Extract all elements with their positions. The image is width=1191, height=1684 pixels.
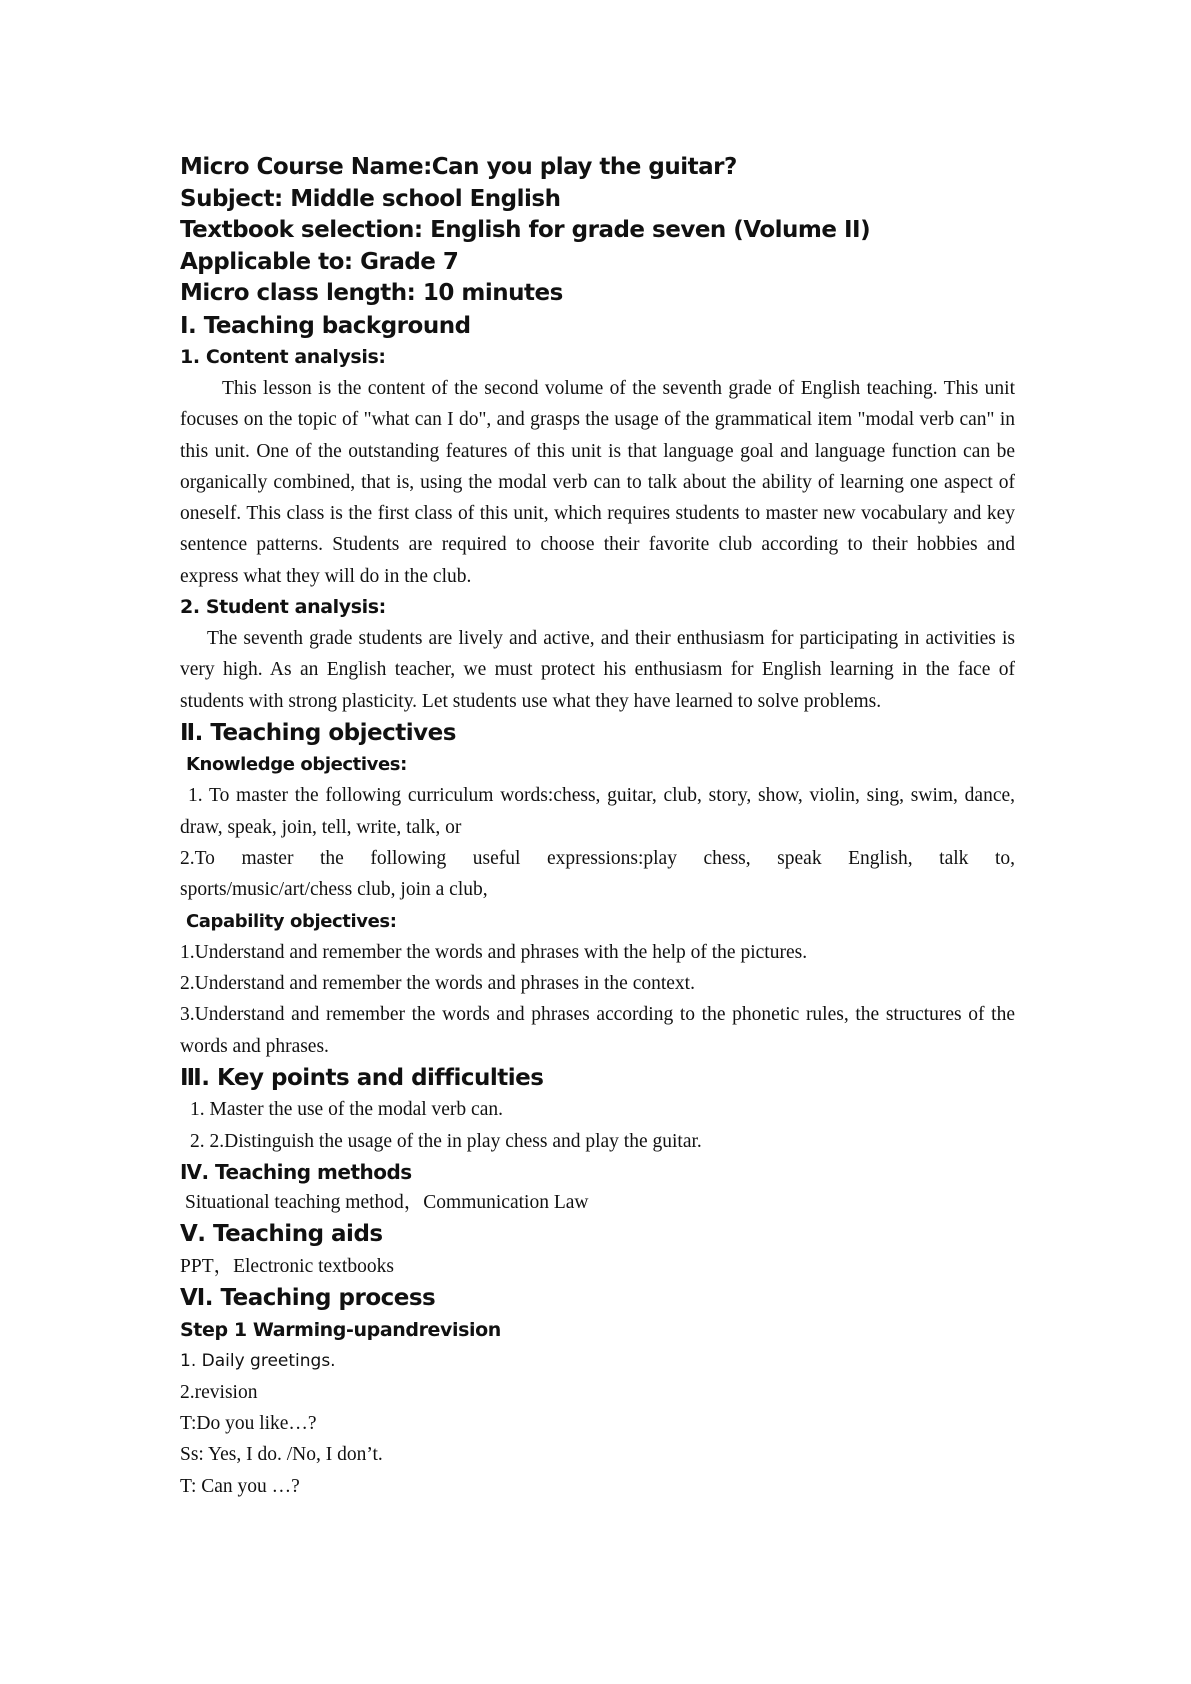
teaching-aids-text: PPT，Electronic textbooks bbox=[180, 1255, 394, 1277]
process-line-3: T:Do you like…? bbox=[180, 1413, 317, 1435]
knowledge-objective-1: 1. To master the following curriculum words:chess, guitar, club, story, show, violin, sing, swim, dance, draw, speak, join, tell, write, talk, or bbox=[180, 785, 1015, 838]
student-analysis-text: The seventh grade students are lively and active, and their enthusiasm for participating in activities is very high. As an English teacher, we must protect his enthusiasm for English learning in the face of students with strong plasticity. Let students use what they have learned to solve problems. bbox=[180, 628, 1015, 712]
content-analysis-text: This lesson is the content of the second volume of the seventh grade of English teaching. This unit focuses on the topic of "what can I do", and grasps the usage of the grammatical item "modal verb can" in this unit. One of the outstanding features of this unit is that language goal and language function can be organically combined, that is, using the modal verb can to talk about the ability of learning one aspect of oneself. This class is the first class of this unit, which requires students to master new vocabulary and key sentence patterns. Students are required to choose their favorite club according to their hobbies and express what they will do in the club. bbox=[180, 378, 1015, 587]
course-name: Micro Course Name:Can you play the guitar? bbox=[180, 154, 737, 180]
section-teaching-background: Ⅰ. Teaching background bbox=[180, 312, 471, 339]
capability-objective-2: 2.Understand and remember the words and phrases in the context. bbox=[180, 972, 695, 994]
key-point-2: 2. 2.Distinguish the usage of the in play chess and play the guitar. bbox=[190, 1130, 702, 1152]
section-teaching-objectives: Ⅱ. Teaching objectives bbox=[180, 719, 456, 746]
section-teaching-methods: Ⅳ. Teaching methods bbox=[180, 1159, 412, 1184]
knowledge-objectives-title: Knowledge objectives: bbox=[186, 754, 407, 776]
textbook-selection: Textbook selection: English for grade seven (Volume II) bbox=[180, 217, 871, 243]
student-analysis-title: 2. Student analysis: bbox=[180, 596, 386, 619]
process-line-2: 2.revision bbox=[180, 1381, 258, 1403]
capability-objectives-title: Capability objectives: bbox=[186, 910, 397, 932]
section-teaching-aids: Ⅴ. Teaching aids bbox=[180, 1221, 383, 1248]
key-point-1: 1. Master the use of the modal verb can. bbox=[190, 1099, 503, 1121]
capability-objective-3: 3.Understand and remember the words and phrases according to the phonetic rules, the structures of the words and phrases. bbox=[180, 1004, 1015, 1057]
document-page bbox=[180, 152, 1015, 1502]
capability-objective-1: 1.Understand and remember the words and phrases with the help of the pictures. bbox=[180, 941, 808, 963]
section-key-points: Ⅲ. Key points and difficulties bbox=[180, 1064, 544, 1091]
subject: Subject: Middle school English bbox=[180, 185, 561, 212]
step1-title: Step 1 Warming-upandrevision bbox=[180, 1318, 501, 1341]
applicable-grade: Applicable to: Grade 7 bbox=[180, 248, 459, 275]
teaching-methods-text: Situational teaching method，Communication Law bbox=[185, 1191, 589, 1213]
class-length: Micro class length: 10 minutes bbox=[180, 280, 563, 306]
process-line-1: 1. Daily greetings. bbox=[180, 1350, 336, 1371]
section-teaching-process: Ⅵ. Teaching process bbox=[180, 1285, 436, 1312]
knowledge-objective-2-line1: 2.To master the following useful expressions:play chess, speak English, talk to, bbox=[180, 848, 1015, 870]
process-line-5: T: Can you …? bbox=[180, 1475, 300, 1497]
knowledge-objective-2-line2: sports/music/art/chess club, join a club, bbox=[180, 879, 488, 901]
process-line-4: Ss: Yes, I do. /No, I don’t. bbox=[180, 1444, 383, 1466]
content-analysis-title: 1. Content analysis: bbox=[180, 346, 386, 368]
